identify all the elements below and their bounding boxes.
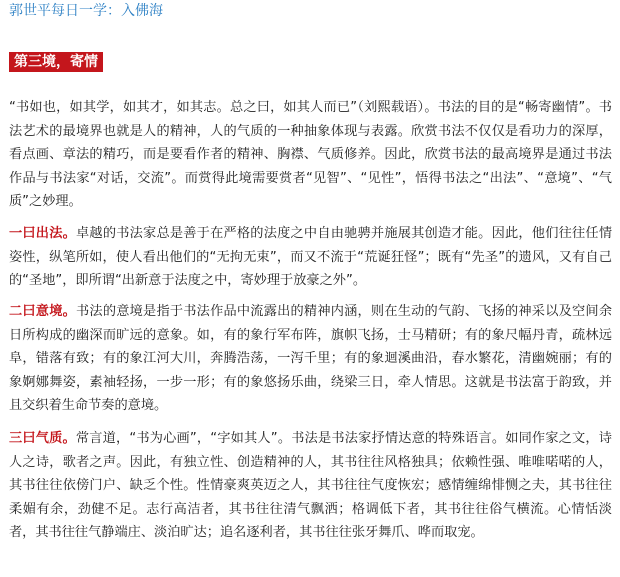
paragraph-lead-yijing: 二曰意境。 [9, 304, 77, 319]
paragraph-chufa [9, 222, 612, 293]
paragraph-body-qizhi: 常言道，“书为心画”，“字如其人”。书法是书法家抒情达意的特殊语言。如同作家之文，诗人之诗，歌者之声。因此，有独立性、创造精神的人，其书往往风格独具；依赖性强、唯唯喏喏的人，其书往往依傍门户、缺乏个性。性情豪爽英迈之人，其书往往气度恢宏；感情缠绵悱恻之夫，其书往往柔媚有余，劲健不足。志行高洁者，其书往往清气飘洒；格调低下者，其书往往俗气横流。心情恬淡者，其书往往气静端庄、淡泊旷达；追名逐利者，其书往往张牙舞爪、哗而取宠。 [9, 431, 612, 541]
paragraph-qizhi [9, 427, 612, 545]
paragraph-lead-chufa: 一曰出法。 [9, 226, 77, 241]
paragraph-body-yijing: 书法的意境是指于书法作品中流露出的精神内涵，则在生动的气韵、飞扬的神采以及空间余日所构成的幽深而旷远的意象。如，有的象行军布阵，旗帜飞扬，士马精研；有的象尺幅丹青，疏林远阜，错落有致；有的象江河大川，奔腾浩荡，一泻千里；有的象迴溪曲沿，春水繁花，清幽婉丽；有的象婀娜舞姿，素袖轻扬，一步一形；有的象悠扬乐曲，绕梁三日，牵人情思。这就是书法富于韵致，并且交织着生命节奏的意境。 [9, 304, 613, 414]
intro-paragraph: “书如也，如其学，如其才，如其志。总之曰，如其人而已”（刘熙载语）。书法的目的是“畅寄幽情”。书法艺术的最境界也就是人的精神，人的气质的一种抽象体现与表露。欣赏书法不仅仅是看功力的深厚，看点画、章法的精巧，而是要看作者的精神、胸襟、气质修养。因此，欣赏书法的最高境界是通过书法作品与书法家“对话，交流”。而赏得此境需要赏者“见智”、“见性”，悟得书法之“出法”、“意境”、“气质”之妙理。 [9, 100, 612, 210]
paragraph-yijing [9, 300, 612, 418]
paragraph-body-chufa: 卓越的书法家总是善于在严格的法度之中自由驰骋并施展其创造才能。因此，他们往往任情姿性，纵笔所如，使人看出他们的“无拘无束”，而又不流于“荒诞狂怪”；既有“先圣”的遗风，又有自己的“圣地”，即所谓“出新意于法度之中，寄妙理于放豪之外”。 [9, 226, 613, 289]
article-title: 郭世平每日一学：入佛海 [9, 3, 163, 19]
section-badge: 第三境，寄情 [9, 52, 103, 72]
paragraph-lead-qizhi: 三曰气质。 [9, 431, 76, 446]
